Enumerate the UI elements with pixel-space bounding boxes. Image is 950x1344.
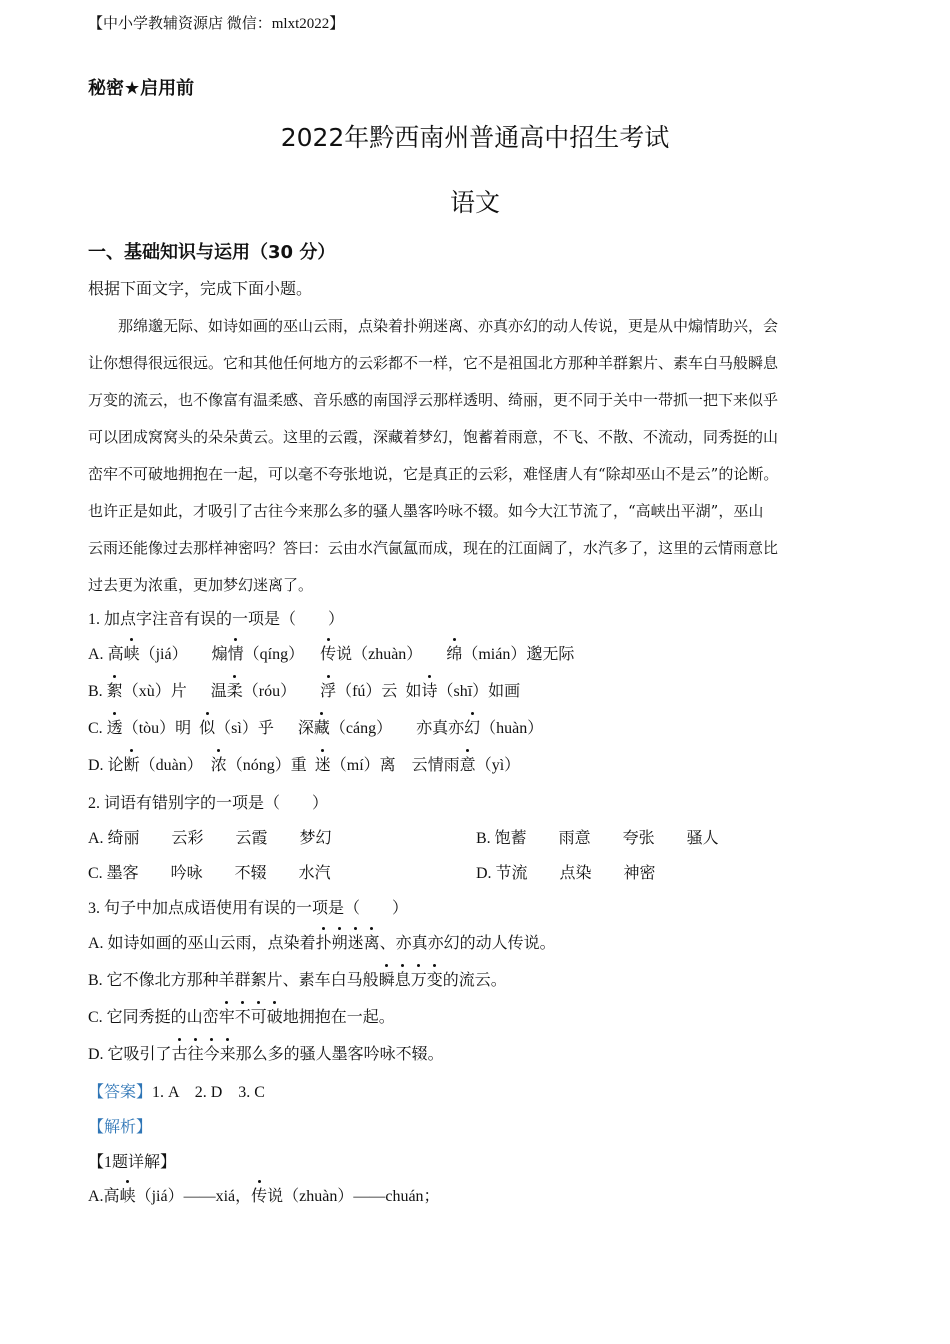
detail-text: A.高 bbox=[88, 1188, 120, 1205]
option-text: 、亦真亦幻的动人传说。 bbox=[379, 935, 556, 952]
option-text: （cáng） bbox=[329, 720, 393, 737]
dotted-char: 息 bbox=[395, 967, 411, 990]
dotted-char: 古 bbox=[172, 1041, 188, 1064]
answer-line bbox=[88, 1079, 265, 1102]
passage-line: 让你想得很远很远。它和其他任何地方的云彩都不一样，它不是祖国北方那种羊群絮片、素车白马般瞬息 bbox=[88, 354, 779, 372]
q3-stem: 3. 句子中加点成语使用有误的一项是（ ） bbox=[88, 900, 409, 917]
dotted-char: 传 bbox=[320, 641, 336, 664]
dotted-char: 离 bbox=[364, 930, 380, 953]
option-text: C. 它同秀挺的山峦 bbox=[88, 1009, 219, 1026]
answer-label: 【答案】 bbox=[88, 1084, 153, 1101]
option-text: （sì）乎 bbox=[215, 720, 274, 737]
dotted-char: 来 bbox=[220, 1041, 236, 1064]
analysis-label: 【解析】 bbox=[88, 1119, 153, 1136]
dotted-char: 浓 bbox=[211, 752, 227, 775]
passage-line: 过去更为浓重，更加梦幻迷离了。 bbox=[88, 576, 314, 594]
option-text: （róu） bbox=[242, 683, 297, 700]
dotted-char: 藏 bbox=[314, 715, 330, 738]
detail-label: 【1题详解】 bbox=[88, 1154, 177, 1171]
q1-option-a bbox=[88, 641, 574, 664]
q1-option-d bbox=[88, 752, 520, 775]
header-note: 【中小学教辅资源店 微信：mlxt2022】 bbox=[88, 16, 345, 32]
option-text: B. 它不像北方那种羊群絮片、素车白马般 bbox=[88, 972, 379, 989]
dotted-char: 迷 bbox=[348, 930, 364, 953]
q3-option-c bbox=[88, 1004, 395, 1027]
dotted-char: 断 bbox=[124, 752, 140, 775]
option-text: 论 bbox=[107, 757, 124, 774]
option-text: A. 如诗如画的巫山云雨，点染着 bbox=[88, 935, 316, 952]
dotted-char: 絮 bbox=[107, 678, 123, 701]
option-text: 深 bbox=[297, 720, 314, 737]
dotted-char: 浮 bbox=[320, 678, 336, 701]
option-text: （tòu）明 bbox=[122, 720, 192, 737]
dotted-char: 迷 bbox=[315, 752, 331, 775]
q2-option-c: C. 墨客 吟咏 不辍 水汽 bbox=[88, 865, 331, 882]
exam-title: 2022年黔西南州普通高中招生考试 bbox=[280, 123, 670, 152]
passage-line: 万变的流云，也不像富有温柔感、音乐感的南国浮云那样透明、绮丽，更不同于关中一带抓一把下来似乎 bbox=[88, 391, 779, 409]
instruction: 根据下面文字，完成下面小题。 bbox=[88, 281, 313, 298]
detail-text: （jiá）——xiá， bbox=[135, 1188, 252, 1205]
option-letter: D. bbox=[88, 757, 104, 774]
option-text: （qíng） bbox=[243, 646, 305, 663]
q1-option-b bbox=[88, 678, 520, 701]
option-text: 高 bbox=[107, 646, 124, 663]
q2-option-d: D. 节流 点染 神密 bbox=[476, 865, 656, 882]
q1-stem: 1. 加点字注音有误的一项是（ ） bbox=[88, 611, 345, 628]
dotted-char: 破 bbox=[267, 1004, 283, 1027]
dotted-char: 牢 bbox=[219, 1004, 235, 1027]
dotted-char: 似 bbox=[199, 715, 215, 738]
dotted-char: 往 bbox=[188, 1041, 204, 1064]
dotted-char: 万 bbox=[411, 967, 427, 990]
option-text: D. 它吸引了 bbox=[88, 1046, 172, 1063]
option-text: 亦真亦 bbox=[416, 720, 465, 737]
option-text: （yì） bbox=[475, 757, 521, 774]
passage-line: 可以团成窝窝头的朵朵黄云。这里的云霞，深藏着梦幻，饱蓄着雨意，不飞、不散、不流动，同秀挺的山 bbox=[88, 428, 779, 446]
q3-option-d bbox=[88, 1041, 444, 1064]
q3-option-b bbox=[88, 967, 507, 990]
detail-line bbox=[88, 1183, 440, 1206]
option-text: 如 bbox=[405, 683, 422, 700]
option-text: （nóng）重 bbox=[226, 757, 307, 774]
option-text: （huàn） bbox=[480, 720, 544, 737]
dotted-char: 柔 bbox=[227, 678, 243, 701]
dotted-char: 绵 bbox=[446, 641, 462, 664]
dotted-char: 意 bbox=[460, 752, 476, 775]
option-text: 云情雨 bbox=[411, 757, 460, 774]
option-text: 地拥抱在一起。 bbox=[282, 1009, 395, 1026]
dotted-char: 峡 bbox=[120, 1183, 136, 1206]
option-text: （jiá） bbox=[139, 646, 188, 663]
q2-option-b: B. 饱蓄 雨意 夸张 骚人 bbox=[476, 830, 719, 847]
passage-line: 峦牢不可破地拥抱在一起，可以毫不夸张地说，它是真正的云彩，难怪唐人有“除却巫山不是云”的论断。 bbox=[88, 465, 779, 483]
option-letter: C. bbox=[88, 720, 103, 737]
secret-mark: 秘密★启用前 bbox=[88, 78, 195, 99]
dotted-char: 峡 bbox=[124, 641, 140, 664]
option-text: 温 bbox=[210, 683, 227, 700]
option-text: 说（zhuàn） bbox=[336, 646, 423, 663]
q2-stem: 2. 词语有错别字的一项是（ ） bbox=[88, 795, 329, 812]
q1-option-c bbox=[88, 715, 543, 738]
section-title: 一、基础知识与运用（30 分） bbox=[88, 242, 336, 263]
passage-line: 云雨还能像过去那样神密吗？答曰：云由水汽氤氲而成，现在的江面阔了，水汽多了，这里的云情雨意比 bbox=[88, 539, 779, 557]
dotted-char: 瞬 bbox=[379, 967, 395, 990]
option-letter: B. bbox=[88, 683, 103, 700]
option-text: （fú）云 bbox=[336, 683, 398, 700]
q2-option-a: A. 绮丽 云彩 云霞 梦幻 bbox=[88, 830, 332, 847]
option-text: （shī）如画 bbox=[437, 683, 521, 700]
reading-passage bbox=[88, 308, 873, 604]
dotted-char: 变 bbox=[427, 967, 443, 990]
option-letter: A. bbox=[88, 646, 104, 663]
passage-line: 那绵邈无际、如诗如画的巫山云雨，点染着扑朔迷离、亦真亦幻的动人传说，更是从中煽情助兴，会 bbox=[88, 317, 779, 335]
option-text: （xù）片 bbox=[122, 683, 187, 700]
dotted-char: 可 bbox=[251, 1004, 267, 1027]
option-text: 的流云。 bbox=[442, 972, 507, 989]
dotted-char: 扑 bbox=[316, 930, 332, 953]
option-text: （mián）邈无际 bbox=[462, 646, 575, 663]
dotted-char: 传 bbox=[251, 1183, 267, 1206]
dotted-char: 不 bbox=[235, 1004, 251, 1027]
dotted-char: 幻 bbox=[464, 715, 480, 738]
option-text: （mí）离 bbox=[330, 757, 396, 774]
dotted-char: 情 bbox=[228, 641, 244, 664]
dotted-char: 今 bbox=[204, 1041, 220, 1064]
detail-text: 说（zhuàn）——chuán； bbox=[267, 1188, 440, 1205]
option-text: （duàn） bbox=[139, 757, 203, 774]
dotted-char: 朔 bbox=[332, 930, 348, 953]
subject-title: 语文 bbox=[449, 188, 500, 217]
dotted-char: 诗 bbox=[421, 678, 437, 701]
option-text: 煽 bbox=[211, 646, 228, 663]
option-text: 那么多的骚人墨客吟咏不辍。 bbox=[235, 1046, 444, 1063]
dotted-char: 透 bbox=[107, 715, 123, 738]
passage-line: 也许正是如此，才吸引了古往今来那么多的骚人墨客吟咏不辍。如今大江节流了，“高峡出平湖”，巫山 bbox=[88, 502, 764, 520]
q3-option-a bbox=[88, 930, 556, 953]
answer-text: 1. A 2. D 3. C bbox=[152, 1084, 265, 1101]
